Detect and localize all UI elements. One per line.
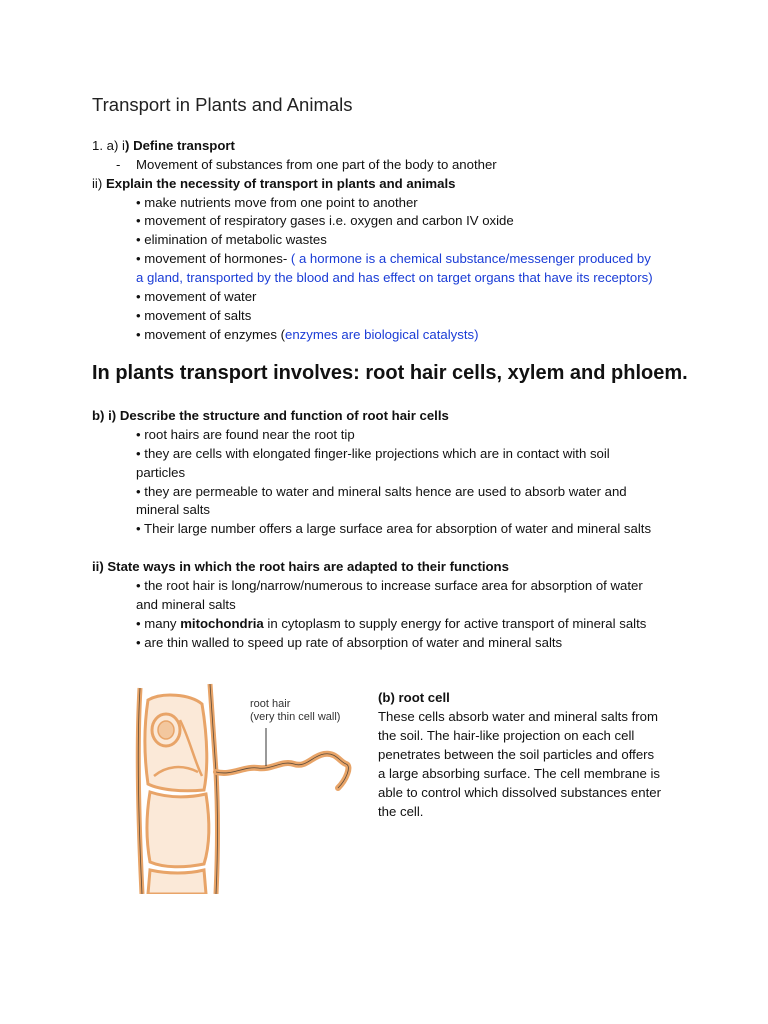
caption-title: (b) root cell xyxy=(378,690,450,705)
caption-line: penetrates between the soil particles and offers xyxy=(378,747,655,762)
figure-label-cell-wall: (very thin cell wall) xyxy=(250,711,341,723)
caption-line: the cell. xyxy=(378,804,424,819)
list-item-text: • movement of enzymes ( xyxy=(136,327,285,342)
hormone-note: ( a hormone is a chemical substance/messenger produced by xyxy=(287,251,651,266)
list-item: • Their large number offers a large surface area for absorption of water and mineral salts xyxy=(136,521,652,536)
question-1a-i xyxy=(92,136,235,155)
root-hair-cell-diagram xyxy=(132,680,364,894)
question-number: ii) xyxy=(92,176,103,191)
list-item: • movement of salts xyxy=(136,308,252,323)
list-item-text: • many xyxy=(136,616,181,631)
list-item: • movement of respiratory gases i.e. oxygen and carbon IV oxide xyxy=(136,213,514,228)
list-item: • they are cells with elongated finger-like projections which are in contact with soil xyxy=(136,446,610,461)
question-number: 1. a) i xyxy=(92,138,125,153)
list-item: • make nutrients move from one point to another xyxy=(136,195,418,210)
figure-caption xyxy=(378,688,684,821)
answer-text: Movement of substances from one part of the body to another xyxy=(136,157,497,172)
keyword-mitochondria: mitochondria xyxy=(180,616,264,631)
list-item: • the root hair is long/narrow/numerous to increase surface area for absorption of water xyxy=(136,578,643,593)
caption-line: These cells absorb water and mineral salts from xyxy=(378,709,658,724)
list-item: • elimination of metabolic wastes xyxy=(136,232,327,247)
list-item: • root hairs are found near the root tip xyxy=(136,427,355,442)
list-item-continued: particles xyxy=(136,465,186,480)
hormone-note-continued: a gland, transported by the blood and has effect on target organs that have its receptors) xyxy=(136,270,653,285)
question-heading: Define transport xyxy=(133,138,235,153)
question-1a-ii xyxy=(92,174,456,193)
page-title: Transport in Plants and Animals xyxy=(92,94,353,115)
question-paren: ) xyxy=(124,138,130,153)
list-item-text: • movement of hormones- xyxy=(136,251,288,266)
list-item: • movement of water xyxy=(136,289,257,304)
question-1b-i-heading: b) i) Describe the structure and function of root hair cells xyxy=(92,408,449,423)
list-item: • they are permeable to water and mineral salts hence are used to absorb water and xyxy=(136,484,627,499)
section-heading: In plants transport involves: root hair cells, xylem and phloem. xyxy=(92,362,688,384)
list-item xyxy=(136,249,651,268)
question-heading: Explain the necessity of transport in plants and animals xyxy=(105,176,456,191)
list-item-continued: mineral salts xyxy=(136,502,211,517)
caption-line: a large absorbing surface. The cell membrane is xyxy=(378,766,660,781)
caption-line: able to control which dissolved substances enter xyxy=(378,785,661,800)
list-item-continued: and mineral salts xyxy=(136,597,236,612)
figure-label-root-hair: root hair xyxy=(250,698,291,710)
caption-line: the soil. The hair-like projection on each cell xyxy=(378,728,635,743)
list-item xyxy=(136,325,479,344)
list-item: • are thin walled to speed up rate of absorption of water and mineral salts xyxy=(136,635,563,650)
list-item xyxy=(136,614,646,633)
answer-dash: - xyxy=(116,157,121,172)
question-1b-ii-heading: ii) State ways in which the root hairs are adapted to their functions xyxy=(92,559,509,574)
enzyme-note: enzymes are biological catalysts) xyxy=(285,327,479,342)
list-item-text: in cytoplasm to supply energy for active transport of mineral salts xyxy=(263,616,647,631)
